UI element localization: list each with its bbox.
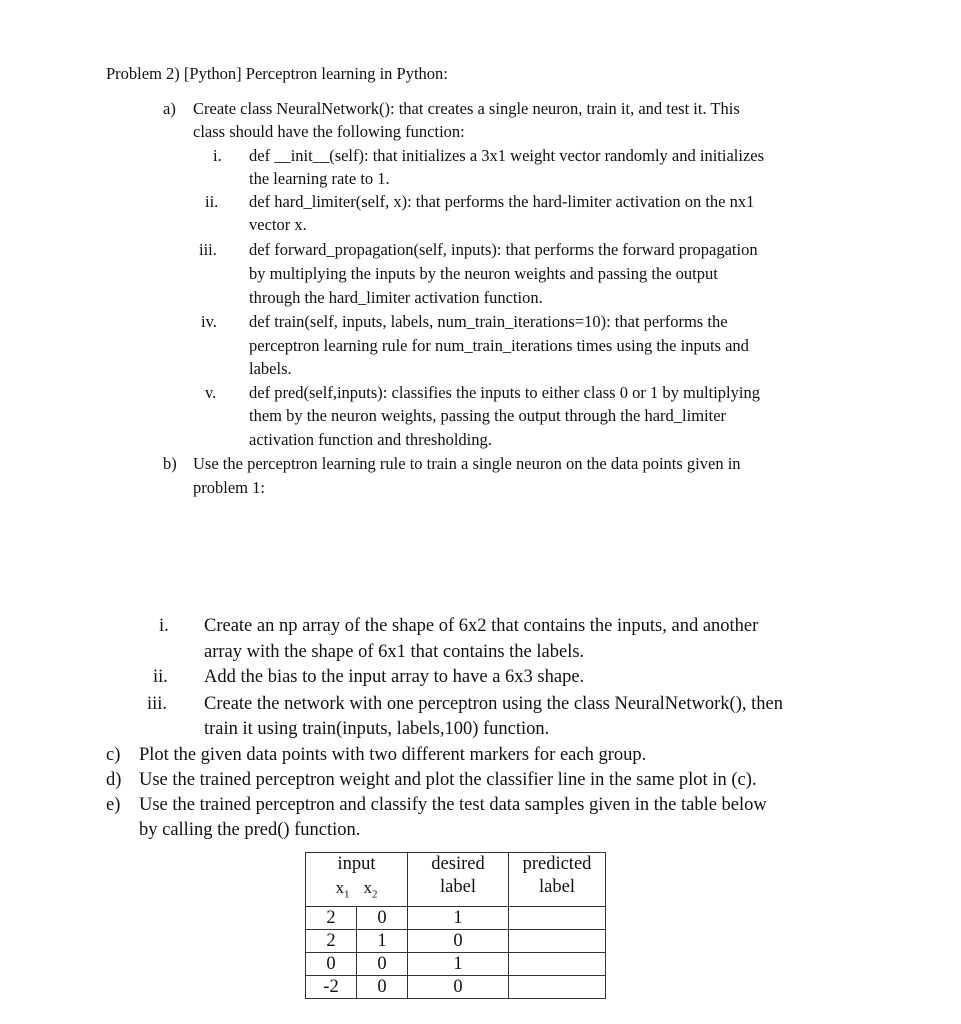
- predicted-label-cell: [509, 976, 606, 999]
- part-a-item-marker: ii.: [205, 192, 219, 211]
- part-a-item-line: def forward_propagation(self, inputs): that performs the forward propagation: [249, 240, 758, 259]
- test-samples-table: [305, 852, 606, 999]
- part-b-text-line: problem 1:: [193, 478, 265, 497]
- x2-cell: 1: [357, 930, 408, 953]
- x1-cell: 0: [306, 953, 357, 976]
- input-header: input: [337, 854, 376, 874]
- part-a-item-marker: iii.: [199, 240, 217, 259]
- x2-cell: 0: [357, 953, 408, 976]
- input-header-cell: [306, 853, 408, 907]
- x1-cell: 2: [306, 930, 357, 953]
- x2-cell: 0: [357, 907, 408, 930]
- desired-header-line: label: [440, 877, 476, 897]
- problem-title: Problem 2) [Python] Perceptron learning in Python:: [106, 64, 448, 83]
- desired-label-header-cell: [408, 853, 509, 907]
- part-b-item-marker: iii.: [147, 694, 168, 714]
- part-a-marker: a): [163, 99, 176, 118]
- desired-label-cell: 0: [408, 976, 509, 999]
- part-a-item-marker: i.: [213, 146, 222, 165]
- part-b-item-marker: i.: [159, 616, 169, 636]
- desired-label-cell: 1: [408, 953, 509, 976]
- part-a-item-line: def train(self, inputs, labels, num_train_iterations=10): that performs the: [249, 312, 728, 331]
- table-row: [306, 976, 606, 999]
- table-header-row: [306, 853, 606, 907]
- desired-header-line: desired: [431, 854, 485, 874]
- part-a-item-marker: v.: [205, 383, 217, 402]
- part-a-item-line: def pred(self,inputs): classifies the inputs to either class 0 or 1 by multiplying: [249, 383, 760, 402]
- part-b-item-line: Create the network with one perceptron using the class NeuralNetwork(), then: [204, 694, 783, 714]
- part-b-marker: b): [163, 454, 177, 473]
- x1-header: $x_1$: [335, 878, 350, 901]
- part-a-item-line: def hard_limiter(self, x): that performs the hard-limiter activation on the nx1: [249, 192, 755, 211]
- table-row: [306, 907, 606, 930]
- predicted-header-line: label: [539, 877, 575, 897]
- part-a-item-line: perceptron learning rule for num_train_iterations times using the inputs and: [249, 336, 749, 355]
- x2-header: $x_2$: [363, 878, 378, 901]
- part-a-item-line: activation function and thresholding.: [249, 430, 492, 449]
- part-a-item-line: the learning rate to 1.: [249, 169, 390, 188]
- part-a-item-line: vector x.: [249, 215, 307, 234]
- part-a-item-line: by multiplying the inputs by the neuron weights and passing the output: [249, 264, 718, 283]
- part-b-item-line: train it using train(inputs, labels,100) function.: [204, 719, 550, 739]
- part-d-marker: d): [106, 770, 122, 790]
- predicted-header-line: predicted: [522, 854, 592, 874]
- x1-cell: 2: [306, 907, 357, 930]
- part-a-item-line: through the hard_limiter activation function.: [249, 288, 543, 307]
- predicted-label-cell: [509, 930, 606, 953]
- part-a-item-line: them by the neuron weights, passing the output through the hard_limiter: [249, 406, 727, 425]
- part-d-text-line: Use the trained perceptron weight and plot the classifier line in the same plot in (c).: [139, 770, 757, 790]
- part-b-text-line: Use the perceptron learning rule to train a single neuron on the data points given in: [193, 454, 741, 473]
- desired-label-cell: 1: [408, 907, 509, 930]
- part-a-text-line: class should have the following function:: [193, 122, 465, 141]
- predicted-label-cell: [509, 907, 606, 930]
- part-a-text-line: Create class NeuralNetwork(): that creates a single neuron, train it, and test it. This: [193, 99, 740, 118]
- table-row: [306, 953, 606, 976]
- part-c-text-line: Plot the given data points with two different markers for each group.: [139, 745, 647, 765]
- predicted-label-cell: [509, 953, 606, 976]
- part-e-text-line: by calling the pred() function.: [139, 820, 361, 840]
- part-a-item-line: labels.: [249, 359, 292, 378]
- part-c-marker: c): [106, 745, 121, 765]
- part-a-item-marker: iv.: [201, 312, 217, 331]
- part-e-marker: e): [106, 795, 121, 815]
- predicted-label-header-cell: [509, 853, 606, 907]
- part-b-item-marker: ii.: [153, 667, 168, 687]
- part-a-item-line: def __init__(self): that initializes a 3x1 weight vector randomly and initializes: [249, 146, 765, 165]
- part-e-text-line: Use the trained perceptron and classify the test data samples given in the table below: [139, 795, 767, 815]
- part-b-item-line: Add the bias to the input array to have a 6x3 shape.: [204, 667, 585, 687]
- part-b-item-line: array with the shape of 6x1 that contains the labels.: [204, 642, 585, 662]
- x1-cell: -2: [306, 976, 357, 999]
- desired-label-cell: 0: [408, 930, 509, 953]
- part-b-item-line: Create an np array of the shape of 6x2 that contains the inputs, and another: [204, 616, 759, 636]
- x2-cell: 0: [357, 976, 408, 999]
- table-row: [306, 930, 606, 953]
